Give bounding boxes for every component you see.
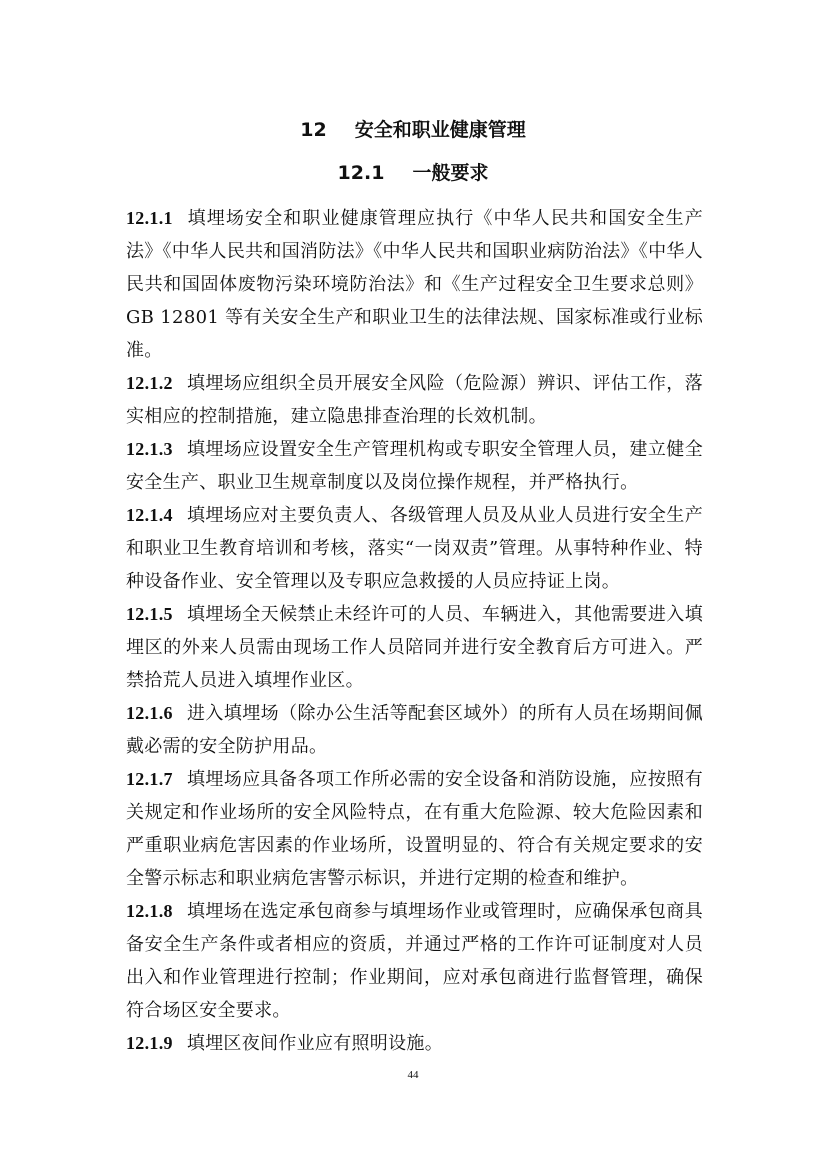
clause-text: 填埋场应具备各项工作所必需的安全设备和消防设施，应按照有关规定和作业场所的安全风险特点，在有重大危险源、较大危险因素和严重职业病危害因素的作业场所，设置明显的、符合有关规定要求的安全警示标志和职业病危害警示标识，并进行定期的检查和维护。 (126, 769, 703, 889)
clause-text: 填埋场应组织全员开展安全风险（危险源）辨识、评估工作，落实相应的控制措施，建立隐患排查治理的长效机制。 (126, 373, 703, 427)
clause-number: 12.1.5 (126, 604, 173, 624)
clause-number: 12.1.2 (126, 373, 173, 393)
clause-12-1-1 (126, 202, 703, 367)
chapter-number: 12 (300, 119, 327, 141)
clause-12-1-8 (126, 895, 703, 1027)
clause-12-1-4 (126, 499, 703, 598)
chapter-title: 安全和职业健康管理 (354, 119, 526, 141)
clause-number: 12.1.6 (126, 703, 173, 723)
clause-12-1-9 (126, 1027, 703, 1060)
section-number: 12.1 (337, 162, 385, 184)
clause-text: 进入填埋场（除办公生活等配套区域外）的所有人员在场期间佩戴必需的安全防护用品。 (126, 703, 703, 757)
clause-number: 12.1.8 (126, 901, 173, 921)
clause-number: 12.1.4 (126, 505, 173, 525)
clause-number: 12.1.7 (126, 769, 173, 789)
clause-text: 填埋区夜间作业应有照明设施。 (186, 1033, 444, 1054)
clause-list (126, 202, 703, 1060)
section-heading (0, 160, 826, 186)
clause-number: 12.1.1 (126, 208, 173, 228)
clause-text: 填埋场应设置安全生产管理机构或专职安全管理人员，建立健全安全生产、职业卫生规章制度以及岗位操作规程，并严格执行。 (126, 439, 703, 493)
chapter-heading (0, 117, 826, 143)
clause-number: 12.1.3 (126, 439, 173, 459)
section-title: 一般要求 (412, 162, 489, 184)
clause-text: 填埋场全天候禁止未经许可的人员、车辆进入，其他需要进入填埋区的外来人员需由现场工作人员陪同并进行安全教育后方可进入。严禁拾荒人员进入填埋作业区。 (126, 604, 703, 691)
clause-text: 填埋场在选定承包商参与填埋场作业或管理时，应确保承包商具备安全生产条件或者相应的资质，并通过严格的工作许可证制度对人员出入和作业管理进行控制；作业期间，应对承包商进行监督管理，确保符合场区安全要求。 (126, 901, 703, 1021)
clause-12-1-3 (126, 433, 703, 499)
clause-12-1-5 (126, 598, 703, 697)
clause-text: 填埋场安全和职业健康管理应执行《中华人民共和国安全生产法》《中华人民共和国消防法》《中华人民共和国职业病防治法》《中华人民共和国固体废物污染环境防治法》和《生产过程安全卫生要求总则》GB 12801 等有关安全生产和职业卫生的法律法规、国家标准或行业标准。 (126, 208, 703, 361)
clause-12-1-7 (126, 763, 703, 895)
clause-number: 12.1.9 (126, 1033, 173, 1053)
clause-12-1-2 (126, 367, 703, 433)
clause-text: 填埋场应对主要负责人、各级管理人员及从业人员进行安全生产和职业卫生教育培训和考核，落实“一岗双责”管理。从事特种作业、特种设备作业、安全管理以及专职应急救援的人员应持证上岗。 (126, 505, 703, 592)
clause-12-1-6 (126, 697, 703, 763)
page-number: 44 (407, 1069, 419, 1081)
